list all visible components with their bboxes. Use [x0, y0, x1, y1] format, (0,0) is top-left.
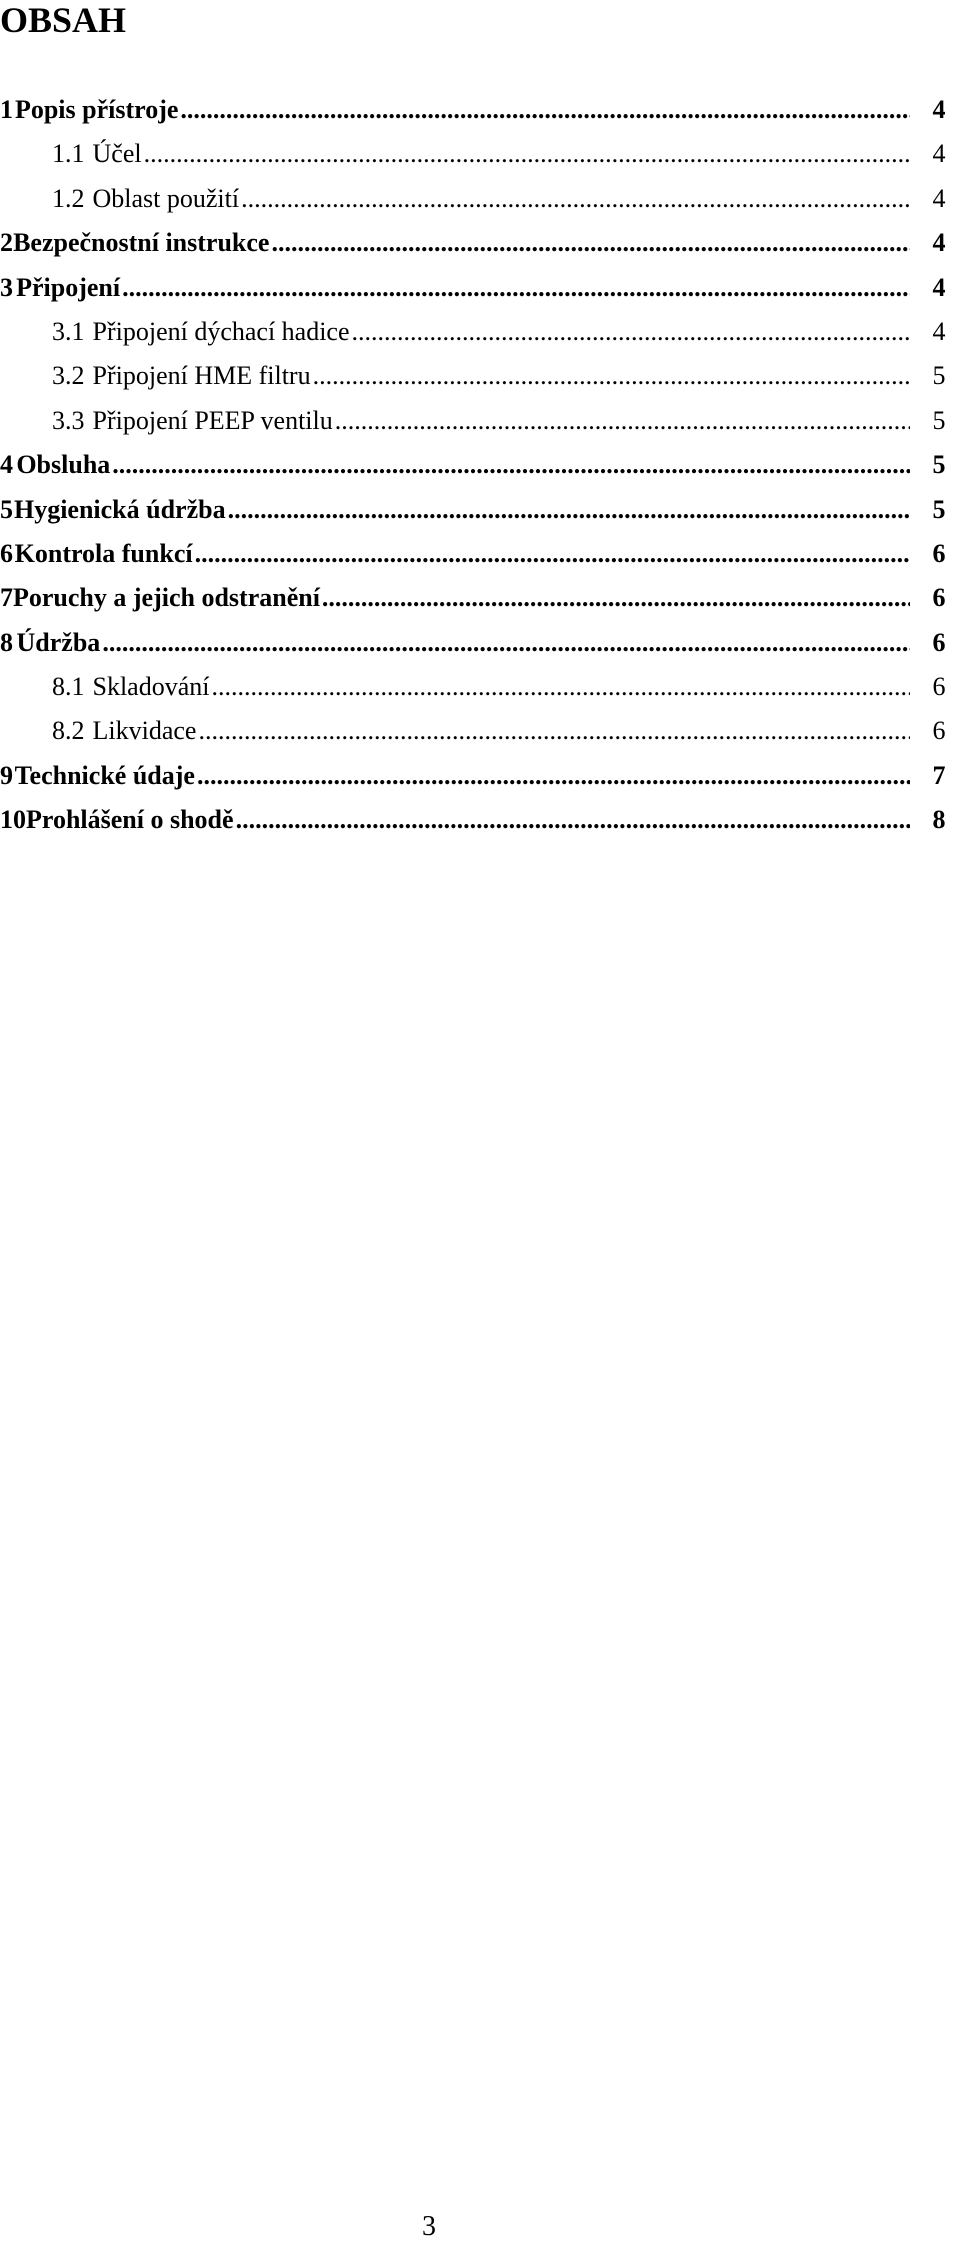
toc-entry[interactable] [0, 399, 960, 443]
toc-entry-label: Poruchy a jejich odstranění [13, 583, 320, 613]
toc-entry-page: 5 [932, 405, 946, 435]
toc-entry-label: Údržba [16, 627, 101, 657]
toc-entry-number: 8 [0, 627, 13, 657]
toc-entry-label: Oblast použití [92, 183, 240, 213]
toc-entry-number: 7 [0, 583, 13, 613]
toc-entry-number: 3.2 [52, 361, 85, 391]
toc-entry-number: 3 [0, 272, 13, 302]
toc-entry-number: 6 [0, 538, 13, 568]
toc-entry-label: Hygienická údržba [13, 494, 226, 524]
toc-entry[interactable] [0, 665, 960, 709]
toc-dot-leader [112, 443, 910, 487]
toc-entry-number: 4 [0, 450, 13, 480]
toc-entry-label: Kontrola funkcí [14, 538, 193, 568]
toc-entry[interactable] [0, 354, 960, 398]
toc-dot-leader [195, 532, 910, 576]
toc-entry-page: 6 [932, 583, 946, 613]
toc-dot-leader [102, 621, 910, 665]
page-number: 3 [422, 2211, 436, 2242]
toc-entry-label: Obsluha [16, 450, 111, 480]
toc-entry[interactable] [0, 621, 960, 665]
toc-entry-label: Prohlášení o shodě [26, 805, 234, 835]
toc-dot-leader [180, 88, 910, 132]
toc-entry-page: 4 [932, 228, 946, 258]
toc-dot-leader [313, 354, 910, 398]
toc-dot-leader [144, 132, 910, 176]
toc-entry-label: Připojení dýchací hadice [92, 316, 350, 346]
toc-entry-label: Účel [92, 139, 142, 169]
toc-entry-number: 5 [0, 494, 13, 524]
toc-entry-page: 5 [932, 361, 946, 391]
toc-entry-label: Připojení PEEP ventilu [92, 405, 333, 435]
toc-entry-page: 6 [932, 627, 946, 657]
toc-dot-leader [352, 310, 910, 354]
toc-entry-page: 6 [932, 672, 946, 702]
toc-entry[interactable] [0, 709, 960, 753]
toc-entry-page: 4 [932, 272, 946, 302]
toc-entry[interactable] [0, 576, 960, 620]
toc-entry-label: Likvidace [92, 716, 197, 746]
toc-dot-leader [322, 576, 910, 620]
toc-entry[interactable] [0, 310, 960, 354]
toc-entry-label: Bezpečnostní instrukce [13, 228, 270, 258]
toc-entry-number: 8.1 [52, 672, 85, 702]
toc-entry[interactable] [0, 88, 960, 132]
toc-entry-number: 2 [0, 228, 13, 258]
toc-entry[interactable] [0, 177, 960, 221]
toc-dot-leader [197, 754, 910, 798]
toc-dot-leader [236, 798, 910, 842]
toc-entry[interactable] [0, 221, 960, 265]
toc-entry-label: Popis přístroje [14, 95, 179, 124]
toc-entry[interactable] [0, 443, 960, 487]
toc-entry-page: 5 [932, 450, 946, 480]
toc-dot-leader [212, 665, 911, 709]
toc-entry-number: 8.2 [52, 716, 85, 746]
toc-entry[interactable] [0, 488, 960, 532]
toc-entry-page: 6 [932, 716, 946, 746]
toc-entry-page: 7 [932, 760, 946, 790]
toc-entry-number: 1.1 [52, 139, 85, 169]
toc-entry-page: 5 [932, 494, 946, 524]
table-of-contents [0, 88, 960, 843]
page-title: OBSAH [0, 0, 127, 40]
toc-dot-leader [198, 709, 910, 753]
toc-entry[interactable] [0, 798, 960, 842]
toc-entry-page: 8 [932, 805, 946, 835]
toc-entry-page: 4 [932, 183, 946, 213]
toc-entry-number: 3.1 [52, 316, 85, 346]
toc-entry-number: 1 [0, 95, 13, 124]
toc-dot-leader [335, 399, 910, 443]
toc-entry-page: 4 [932, 316, 946, 346]
toc-entry-number: 1.2 [52, 183, 85, 213]
toc-entry[interactable] [0, 754, 960, 798]
toc-entry-number: 9 [0, 760, 13, 790]
toc-entry[interactable] [0, 266, 960, 310]
toc-entry-number: 3.3 [52, 405, 85, 435]
toc-entry-label: Technické údaje [14, 760, 195, 790]
toc-entry-page: 4 [932, 95, 946, 124]
toc-entry-page: 4 [932, 139, 946, 169]
toc-entry[interactable] [0, 132, 960, 176]
toc-dot-leader [122, 266, 910, 310]
toc-dot-leader [241, 177, 910, 221]
toc-dot-leader [271, 221, 910, 265]
toc-dot-leader [228, 488, 910, 532]
toc-entry-label: Připojení HME filtru [92, 361, 311, 391]
toc-entry-page: 6 [932, 538, 946, 568]
toc-entry-label: Připojení [16, 272, 121, 302]
toc-entry[interactable] [0, 532, 960, 576]
toc-entry-label: Skladování [92, 672, 210, 702]
toc-entry-number: 10 [0, 805, 26, 835]
